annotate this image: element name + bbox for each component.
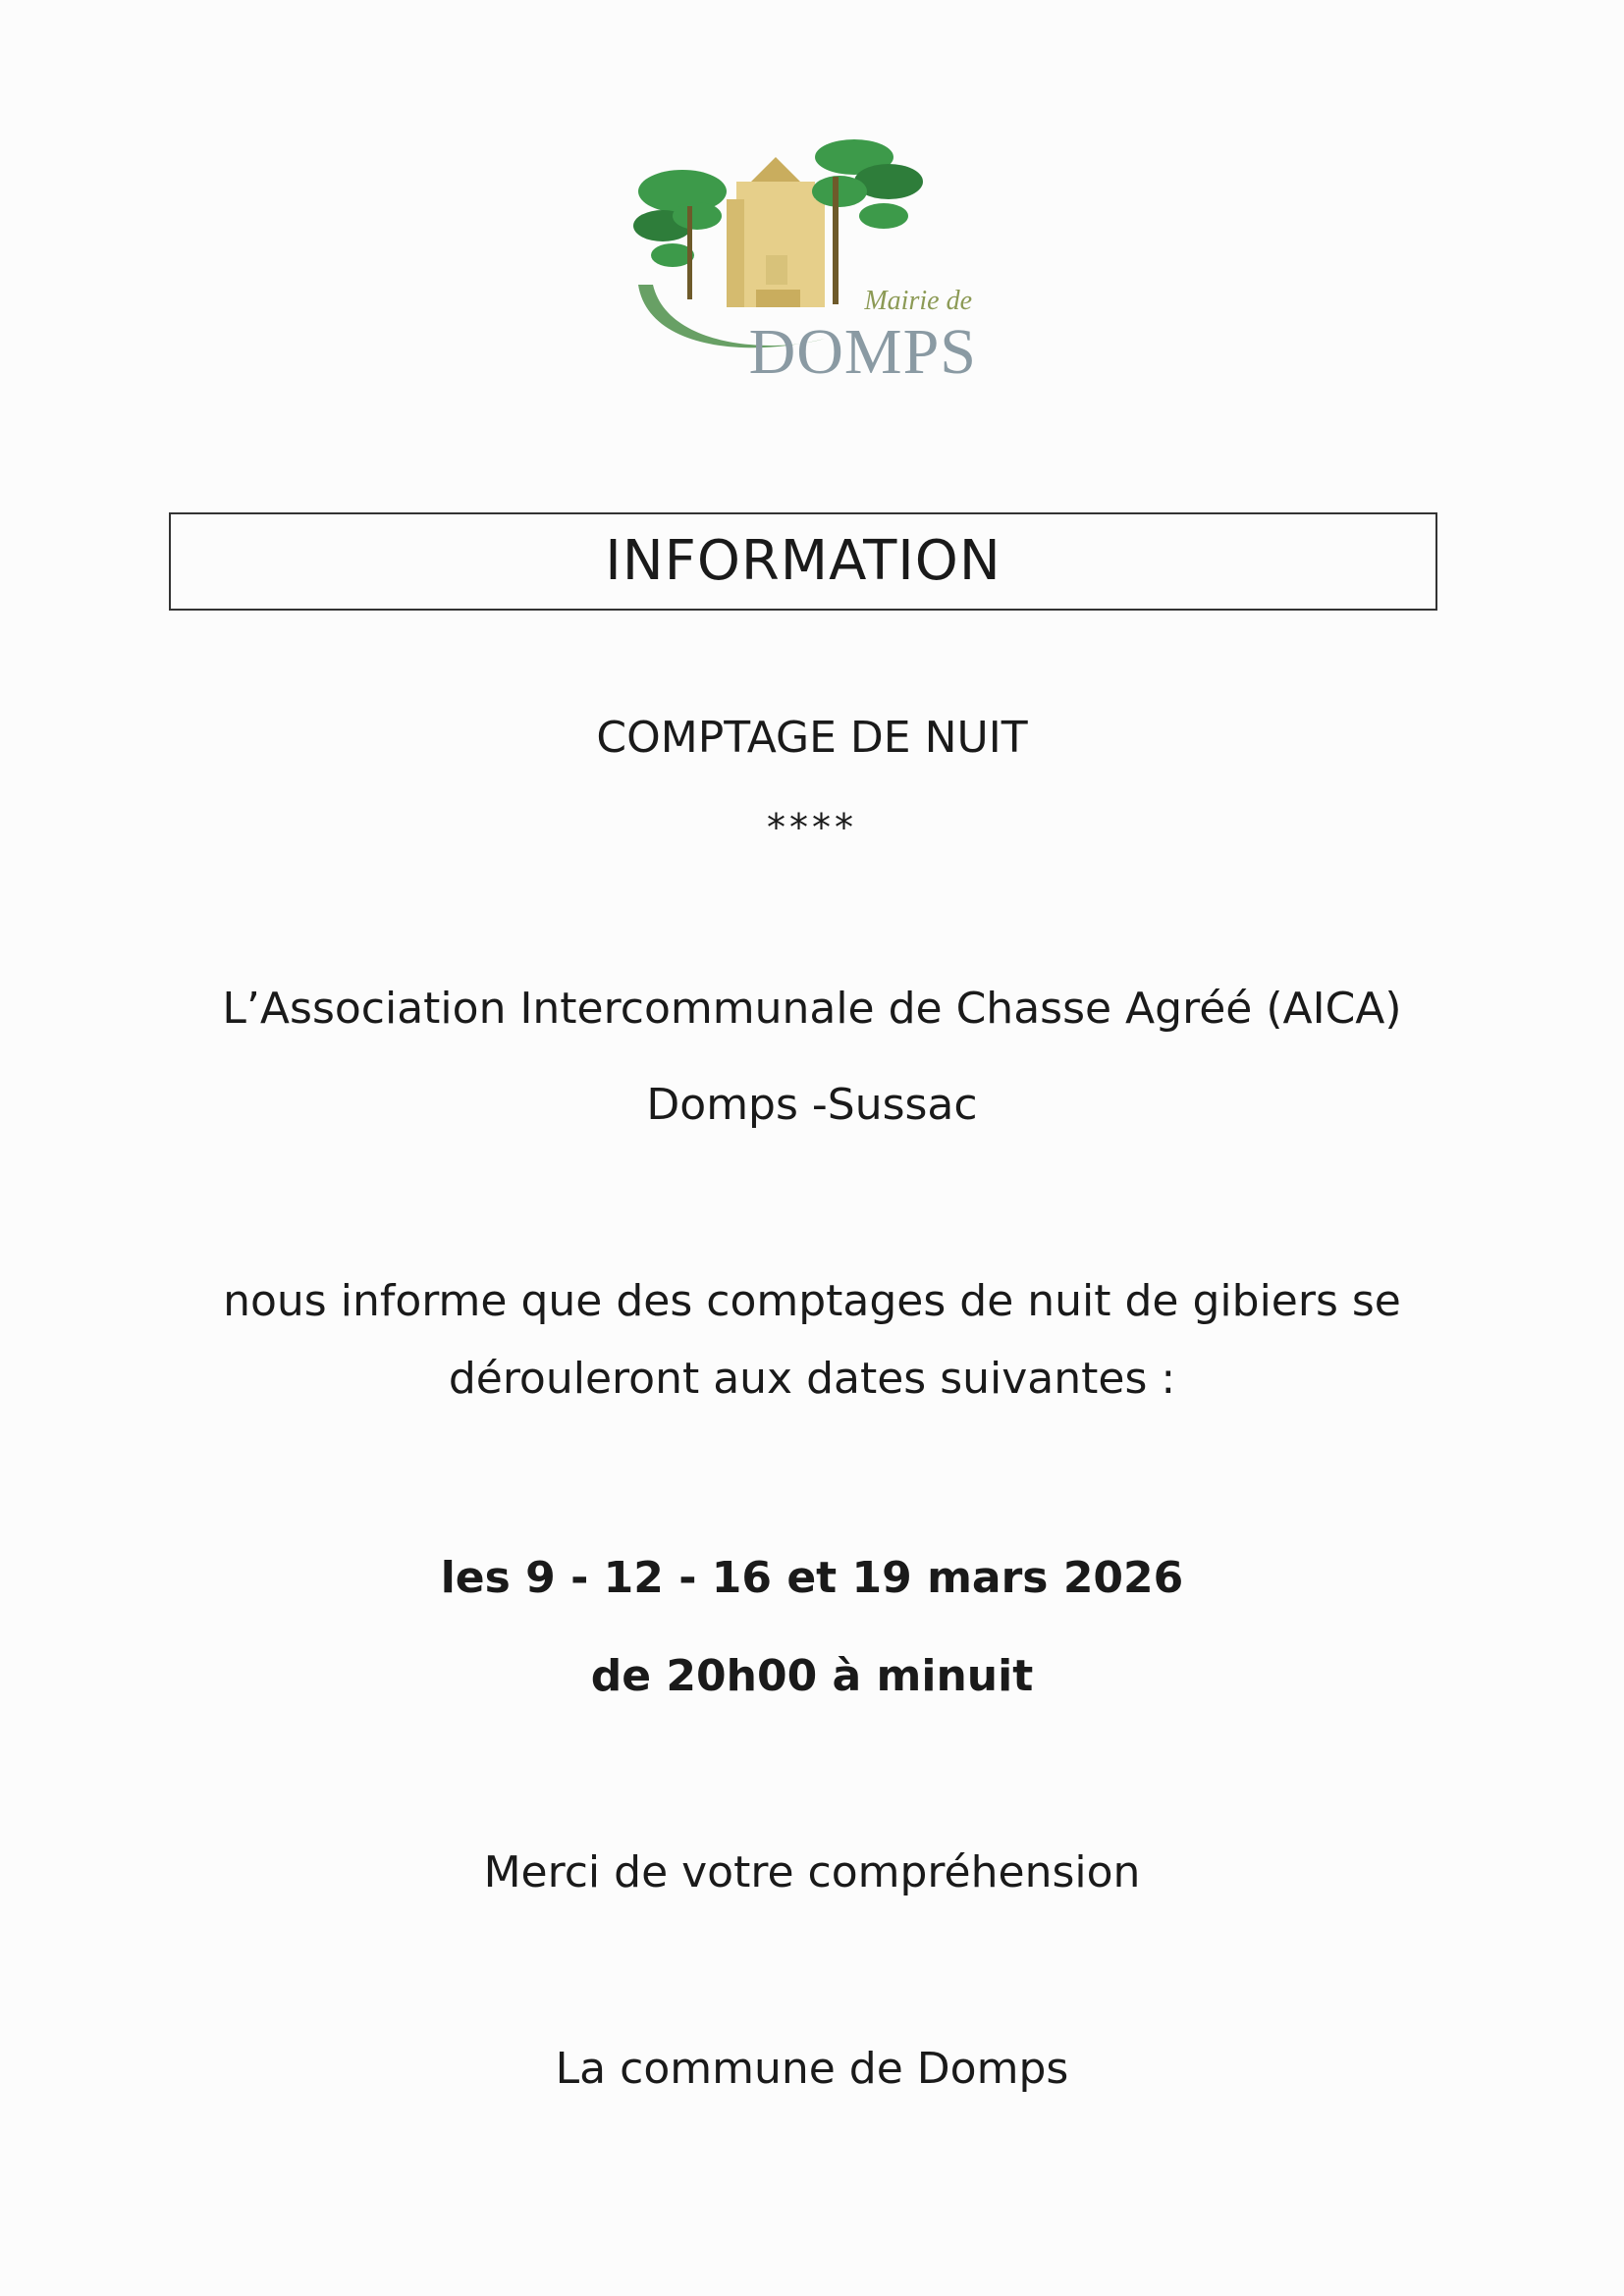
notice-subtitle: COMPTAGE DE NUIT	[596, 713, 1028, 763]
count-dates: les 9 - 12 - 16 et 19 mars 2026	[440, 1553, 1184, 1603]
logo-tower	[727, 157, 825, 307]
logo-town-text: DOMPS	[748, 316, 977, 388]
mairie-logo	[628, 137, 1001, 393]
logo-right-tree	[812, 139, 923, 304]
message-line-2: dérouleront aux dates suivantes :	[448, 1354, 1176, 1404]
separator-stars: ****	[767, 806, 857, 849]
information-title: INFORMATION	[605, 529, 1001, 593]
logo-graphic	[628, 137, 1001, 393]
association-name: L’Association Intercommunale de Chasse Agréé (AICA)	[222, 984, 1402, 1034]
logo-left-tree	[633, 170, 727, 299]
logo-mairie-text: Mairie de	[864, 286, 972, 316]
signature: La commune de Domps	[555, 2044, 1069, 2094]
message-line-1: nous informe que des comptages de nuit de gibiers se	[223, 1276, 1401, 1326]
thanks-text: Merci de votre compréhension	[483, 1847, 1141, 1897]
association-location: Domps -Sussac	[646, 1080, 978, 1130]
count-hours: de 20h00 à minuit	[590, 1651, 1034, 1701]
information-header-box	[169, 512, 1437, 611]
